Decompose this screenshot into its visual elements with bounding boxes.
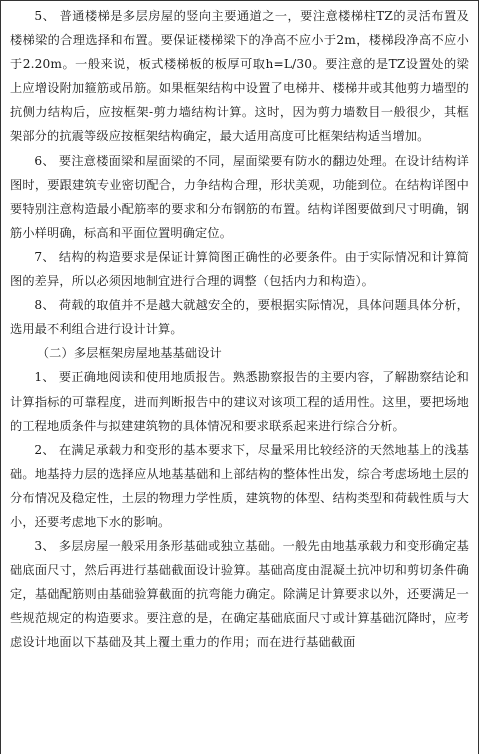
paragraph-2-shallow-foundation: 2、 在满足承载力和变形的基本要求下，尽量采用比较经济的天然地基上的浅基础。地基持力层的选择应从地基基础和上部结构的整体性出发，综合考虑场地土层的分布情况及稳定性，土层的物理力学性质，建筑物的体型、结构类型和荷载性质与大小，还要考虑地下水的影响。: [10, 442, 469, 529]
paragraph-1-geology-report: 1、 要正确地阅读和使用地质报告。熟悉勘察报告的主要内容，了解勘察结论和计算指标的可靠程度，进而判断报告中的建议对该项工程的适用性。这里，要把场地的工程地质条件与拟建建筑物的具体情况和要求联系起来进行综合分析。: [10, 370, 469, 433]
paragraph-8-loads: 8、 荷载的取值并不是越大就越安全的，要根据实际情况，具体问题具体分析，选用最不利组合进行设计计算。: [10, 298, 469, 337]
paragraph-6-roof-beams: 6、 要注意楼面梁和屋面梁的不同，屋面梁要有防水的翻边处理。在设计结构详图时，要跟建筑专业密切配合，力争结构合理，形状美观，功能到位。在结构详图中要特别注意构造最小配筋率的要求和分布钢筋的布置。结构详图要做到尺寸明确，钢筋小样明确，标高和平面位置明确定位。: [10, 153, 469, 240]
paragraph-3-strip-footing: 3、 多层房屋一般采用条形基础或独立基础。一般先由地基承载力和变形确定基础底面尺寸，然后再进行基础截面设计验算。基础高度由混凝土抗冲切和剪切条件确定，基础配筋则由基础验算截面的抗弯能力确定。除满足计算要求以外，还要满足一些规范规定的构造要求。要注意的是，在确定基础底面尺寸或计算基础沉降时，应考虑设计地面以下基础及其上覆土重力的作用；而在进行基础截面: [10, 539, 469, 650]
paragraph-5-stairs: 5、 普通楼梯是多层房屋的竖向主要通道之一，要注意楼梯柱TZ的灵活布置及楼梯梁的合理选择和布置。要保证楼梯梁下的净高不应小于2m，楼梯段净高不应小于2.20m。一般来说，板式楼梯板的板厚可取h=L/30。要注意的是TZ设置处的梁上应增设附加箍筋或吊筋。如果框架结构中设置了电梯井、楼梯井或其他剪力墙型的抗侧力结构后，应按框架-剪力墙结构计算。这时，因为剪力墙数目一般很少，其框架部分的抗震等级应按框架结构确定，最大适用高度可比框架结构适当增加。: [10, 9, 469, 144]
paragraph-7-detailing: 7、 结构的构造要求是保证计算简图正确性的必要条件。由于实际情况和计算简图的差异，所以必须因地制宜进行合理的调整（包括内力和构造）。: [10, 249, 469, 289]
section-heading-foundation-design: （二）多层框架房屋地基基础设计: [36, 346, 222, 361]
